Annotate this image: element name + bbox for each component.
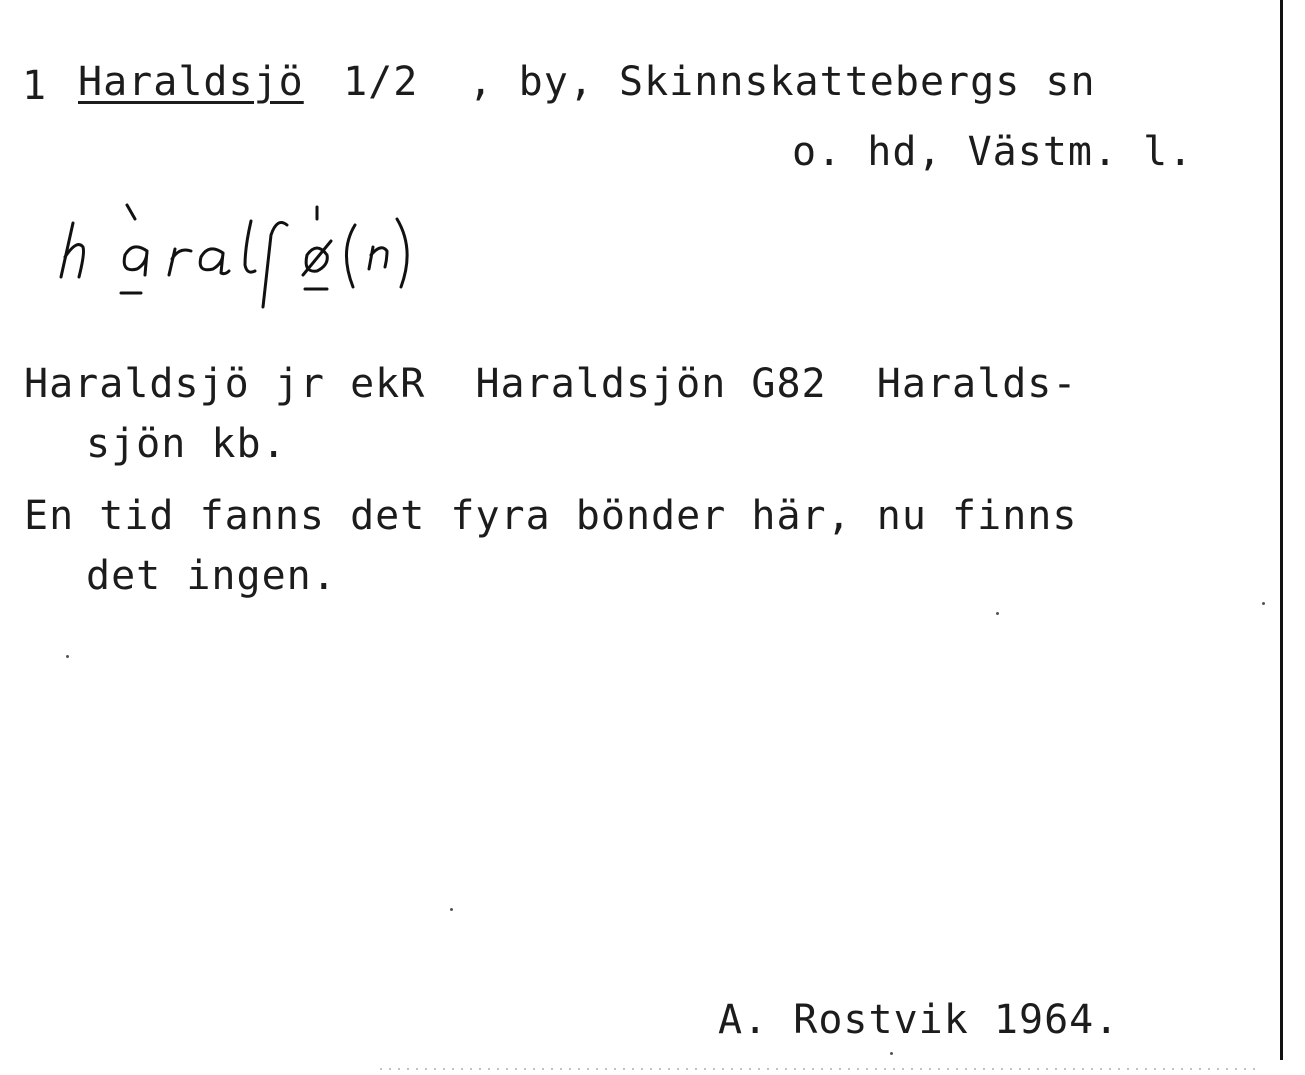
note-line-1: En tid fanns det fyra bönder här, nu finns <box>24 493 1078 539</box>
entry-number: 1 <box>22 63 48 109</box>
scan-speck <box>450 908 453 911</box>
forms-line-1: Haraldsjö jr ekR Haraldsjön G82 Haralds- <box>24 361 1078 407</box>
scan-edge-noise <box>380 1068 1260 1070</box>
scan-speck <box>1262 602 1265 605</box>
district-line: o. hd, Västm. l. <box>792 129 1194 175</box>
scan-speck <box>890 1052 893 1055</box>
scan-speck <box>66 655 69 658</box>
card-right-edge <box>1280 0 1283 1060</box>
handwritten-phonetic-form <box>55 195 435 315</box>
note-line-2: det ingen. <box>86 553 337 599</box>
scan-speck <box>996 612 999 615</box>
place-details: 1/2 , by, Skinnskattebergs sn <box>318 59 1096 105</box>
signature-line: A. Rostvik 1964. <box>718 997 1120 1043</box>
forms-line-2: sjön kb. <box>86 421 287 467</box>
place-name: Haraldsjö <box>78 59 304 105</box>
